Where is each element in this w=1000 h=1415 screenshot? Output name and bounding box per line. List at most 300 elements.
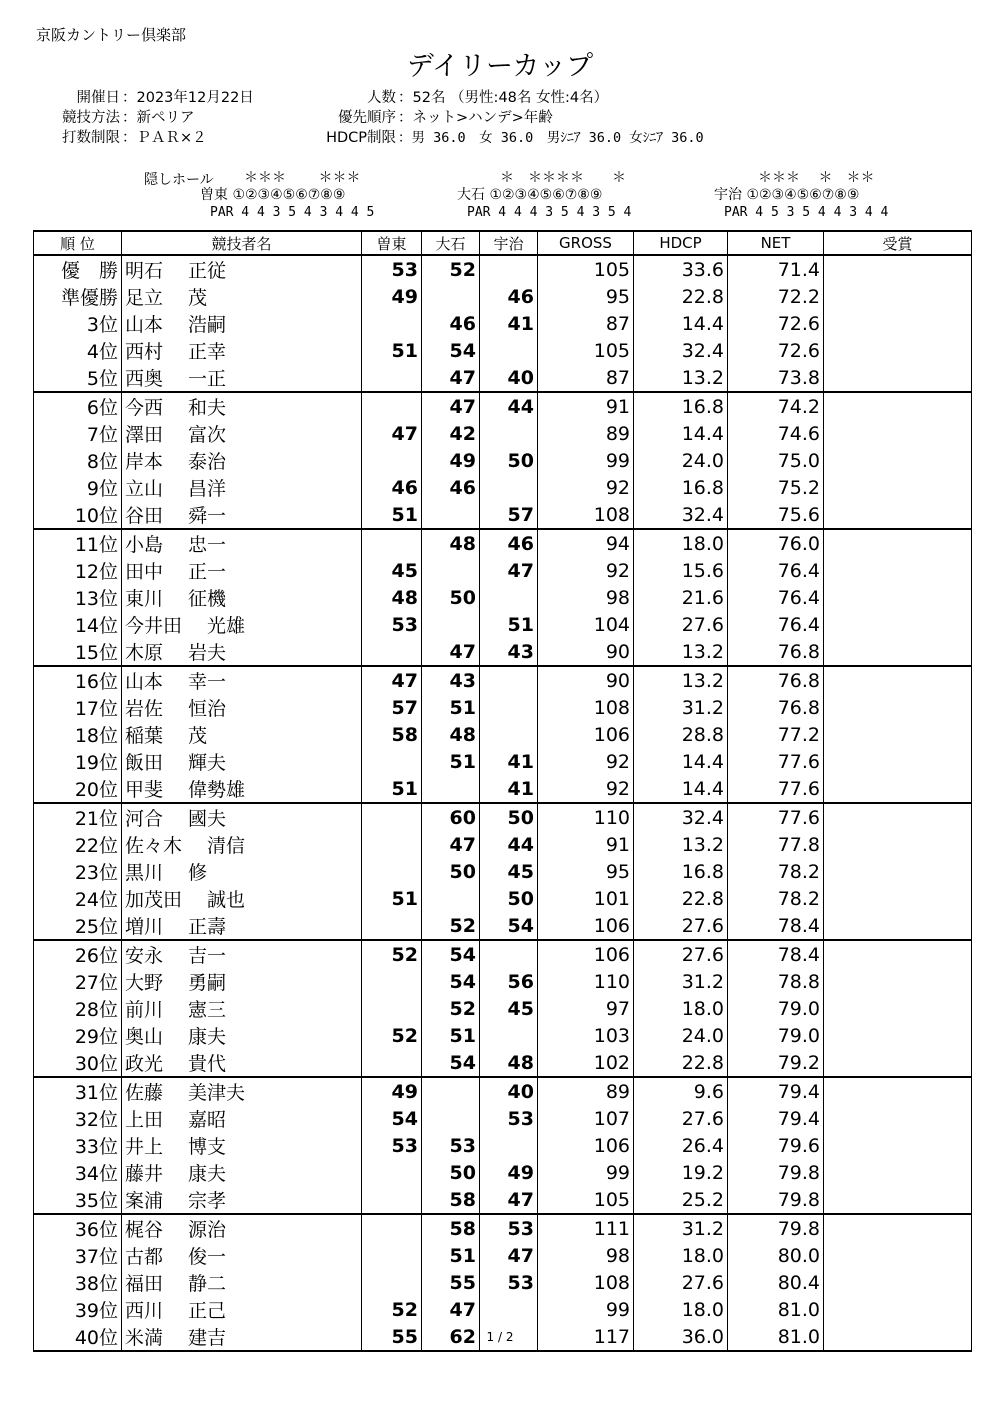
table-row <box>34 666 972 694</box>
player-name-cell: 立山 昌洋 <box>122 474 362 501</box>
soto-score-cell: 47 <box>362 420 422 447</box>
oishi-score-cell: 54 <box>422 337 480 364</box>
rank-cell: 20位 <box>34 775 122 803</box>
hdcp-cell: 27.6 <box>634 1105 728 1132</box>
gross-cell: 97 <box>538 995 634 1022</box>
oishi-score-cell: 62 <box>422 1323 480 1351</box>
gross-cell: 94 <box>538 529 634 557</box>
player-name-cell: 西奥 一正 <box>122 364 362 392</box>
hdcp-cell: 14.4 <box>634 775 728 803</box>
date-label: 開催日 <box>76 90 120 106</box>
gross-cell: 99 <box>538 1296 634 1323</box>
net-cell: 76.8 <box>728 694 824 721</box>
award-cell <box>824 995 972 1022</box>
player-name-cell: 山本 幸一 <box>122 666 362 694</box>
table-row <box>34 1159 972 1186</box>
oishi-score-cell: 60 <box>422 803 480 831</box>
oishi-score-cell: 51 <box>422 748 480 775</box>
col-gross: GROSS <box>538 231 634 255</box>
player-name-cell: 今井田 光雄 <box>122 611 362 638</box>
table-row <box>34 968 972 995</box>
oishi-score-cell: 52 <box>422 912 480 940</box>
table-row <box>34 885 972 912</box>
rank-cell: 14位 <box>34 611 122 638</box>
hdcp-cell: 27.6 <box>634 940 728 968</box>
gross-cell: 89 <box>538 420 634 447</box>
player-name-cell: 案浦 宗孝 <box>122 1186 362 1214</box>
award-cell <box>824 447 972 474</box>
award-cell <box>824 557 972 584</box>
gross-cell: 102 <box>538 1049 634 1077</box>
uji-score-cell: 48 <box>480 1049 538 1077</box>
award-cell <box>824 310 972 337</box>
hdcp-cell: 18.0 <box>634 1296 728 1323</box>
hdcp-cell: 22.8 <box>634 1049 728 1077</box>
soto-score-cell: 51 <box>362 501 422 529</box>
soto-score-cell: 48 <box>362 584 422 611</box>
net-cell: 76.4 <box>728 557 824 584</box>
player-name-cell: 梶谷 源治 <box>122 1214 362 1242</box>
col-player: 競技者名 <box>122 231 362 255</box>
rank-cell: 27位 <box>34 968 122 995</box>
rank-cell: 7位 <box>34 420 122 447</box>
hdcp-cell: 13.2 <box>634 666 728 694</box>
rank-cell: 13位 <box>34 584 122 611</box>
net-cell: 78.2 <box>728 885 824 912</box>
oishi-score-cell: 54 <box>422 940 480 968</box>
soto-score-cell: 52 <box>362 940 422 968</box>
gross-cell: 106 <box>538 1132 634 1159</box>
hdcp-cell: 24.0 <box>634 447 728 474</box>
net-cell: 73.8 <box>728 364 824 392</box>
player-name-cell: 黒川 修 <box>122 858 362 885</box>
uji-score-cell: 50 <box>480 803 538 831</box>
soto-score-cell <box>362 1186 422 1214</box>
hdcp-cell: 18.0 <box>634 995 728 1022</box>
oishi-score-cell: 54 <box>422 1049 480 1077</box>
uji-score-cell: 53 <box>480 1214 538 1242</box>
rank-cell: 23位 <box>34 858 122 885</box>
table-row <box>34 529 972 557</box>
oishi-score-cell: 52 <box>422 255 480 283</box>
oishi-score-cell: 51 <box>422 694 480 721</box>
uji-score-cell: 46 <box>480 283 538 310</box>
net-cell: 75.0 <box>728 447 824 474</box>
gross-cell: 106 <box>538 940 634 968</box>
oishi-score-cell <box>422 775 480 803</box>
player-name-cell: 増川 正壽 <box>122 912 362 940</box>
uji-score-cell <box>480 255 538 283</box>
player-name-cell: 米満 建吉 <box>122 1323 362 1351</box>
oishi-score-cell <box>422 283 480 310</box>
soto-score-cell: 53 <box>362 1132 422 1159</box>
uji-score-cell <box>480 420 538 447</box>
uji-score-cell: 41 <box>480 310 538 337</box>
rank-cell: 3位 <box>34 310 122 337</box>
net-cell: 77.6 <box>728 748 824 775</box>
page-title: デイリーカップ <box>406 51 594 82</box>
hdcp-cell: 24.0 <box>634 1022 728 1049</box>
hdcp-cell: 22.8 <box>634 283 728 310</box>
uji-score-cell: 51 <box>480 611 538 638</box>
award-cell <box>824 694 972 721</box>
soto-score-cell: 51 <box>362 885 422 912</box>
oishi-score-cell: 47 <box>422 831 480 858</box>
oishi-score-cell: 47 <box>422 364 480 392</box>
gross-cell: 108 <box>538 694 634 721</box>
soto-score-cell <box>362 831 422 858</box>
hdcp-value: ：男 36.0 女 36.0 男ｼﾆｱ 36.0 女ｼﾆｱ 36.0 <box>398 130 704 146</box>
rank-cell: 8位 <box>34 447 122 474</box>
soto-score-cell <box>362 803 422 831</box>
hdcp-cell: 13.2 <box>634 638 728 666</box>
gross-cell: 105 <box>538 1186 634 1214</box>
award-cell <box>824 748 972 775</box>
oishi-score-cell: 54 <box>422 968 480 995</box>
table-header-row <box>34 231 972 255</box>
rank-cell: 31位 <box>34 1077 122 1105</box>
oishi-score-cell: 43 <box>422 666 480 694</box>
hdcp-cell: 15.6 <box>634 557 728 584</box>
rank-cell: 4位 <box>34 337 122 364</box>
rank-cell: 11位 <box>34 529 122 557</box>
rank-cell: 40位 <box>34 1323 122 1351</box>
hdcp-cell: 18.0 <box>634 529 728 557</box>
oishi-score-cell: 46 <box>422 310 480 337</box>
soto-score-cell <box>362 364 422 392</box>
uji-score-cell: 44 <box>480 831 538 858</box>
gross-cell: 98 <box>538 584 634 611</box>
col-hdcp: HDCP <box>634 231 728 255</box>
player-name-cell: 加茂田 誠也 <box>122 885 362 912</box>
table-row <box>34 501 972 529</box>
oishi-score-cell: 53 <box>422 1132 480 1159</box>
uji-score-cell <box>480 721 538 748</box>
uji-score-cell: 40 <box>480 1077 538 1105</box>
table-row <box>34 1049 972 1077</box>
uji-score-cell: 45 <box>480 995 538 1022</box>
net-cell: 72.6 <box>728 310 824 337</box>
results-body <box>34 255 972 1351</box>
oishi-score-cell: 50 <box>422 584 480 611</box>
soto-score-cell <box>362 1214 422 1242</box>
gross-cell: 89 <box>538 1077 634 1105</box>
net-cell: 71.4 <box>728 255 824 283</box>
award-cell <box>824 337 972 364</box>
soto-score-cell <box>362 1159 422 1186</box>
soto-score-cell <box>362 912 422 940</box>
oishi-score-cell: 51 <box>422 1022 480 1049</box>
player-name-cell: 岸本 泰治 <box>122 447 362 474</box>
uji-score-cell <box>480 1132 538 1159</box>
rank-cell: 29位 <box>34 1022 122 1049</box>
oishi-score-cell: 49 <box>422 447 480 474</box>
gross-cell: 91 <box>538 392 634 420</box>
oishi-score-cell: 48 <box>422 721 480 748</box>
soto-score-cell: 49 <box>362 1077 422 1105</box>
table-row <box>34 858 972 885</box>
table-row <box>34 1132 972 1159</box>
table-row <box>34 611 972 638</box>
uji-score-cell: 53 <box>480 1269 538 1296</box>
club-name: 京阪カントリー倶楽部 <box>36 26 187 44</box>
rank-cell: 34位 <box>34 1159 122 1186</box>
limit-label: 打数制限 <box>62 130 120 146</box>
rank-cell: 17位 <box>34 694 122 721</box>
player-name-cell: 稲葉 茂 <box>122 721 362 748</box>
soto-score-cell <box>362 1269 422 1296</box>
net-cell: 75.6 <box>728 501 824 529</box>
uji-score-cell: 50 <box>480 885 538 912</box>
award-cell <box>824 968 972 995</box>
hdcp-cell: 36.0 <box>634 1323 728 1351</box>
net-cell: 76.4 <box>728 584 824 611</box>
rank-cell: 10位 <box>34 501 122 529</box>
hdcp-cell: 19.2 <box>634 1159 728 1186</box>
net-cell: 72.6 <box>728 337 824 364</box>
hdcp-cell: 32.4 <box>634 337 728 364</box>
oishi-score-cell: 50 <box>422 858 480 885</box>
player-name-cell: 飯田 輝夫 <box>122 748 362 775</box>
hdcp-cell: 14.4 <box>634 420 728 447</box>
oishi-score-cell <box>422 1105 480 1132</box>
rank-cell: 優 勝 <box>34 255 122 283</box>
gross-cell: 108 <box>538 501 634 529</box>
award-cell <box>824 1269 972 1296</box>
rank-cell: 6位 <box>34 392 122 420</box>
rank-cell: 準優勝 <box>34 283 122 310</box>
course-holes-oishi: 大石 ①②③④⑤⑥⑦⑧⑨ <box>457 187 603 203</box>
soto-score-cell <box>362 995 422 1022</box>
player-name-cell: 田中 正一 <box>122 557 362 584</box>
net-cell: 77.2 <box>728 721 824 748</box>
gross-cell: 92 <box>538 474 634 501</box>
table-row <box>34 420 972 447</box>
soto-score-cell: 52 <box>362 1296 422 1323</box>
uji-score-cell <box>480 666 538 694</box>
net-cell: 72.2 <box>728 283 824 310</box>
player-name-cell: 佐藤 美津夫 <box>122 1077 362 1105</box>
net-cell: 77.8 <box>728 831 824 858</box>
net-cell: 78.4 <box>728 940 824 968</box>
soto-score-cell <box>362 748 422 775</box>
player-name-cell: 澤田 富次 <box>122 420 362 447</box>
soto-score-cell: 53 <box>362 611 422 638</box>
rank-cell: 9位 <box>34 474 122 501</box>
net-cell: 76.8 <box>728 638 824 666</box>
award-cell <box>824 803 972 831</box>
gross-cell: 90 <box>538 666 634 694</box>
uji-score-cell: 49 <box>480 1159 538 1186</box>
col-soto: 曽東 <box>362 231 422 255</box>
player-name-cell: 東川 征機 <box>122 584 362 611</box>
gross-cell: 104 <box>538 611 634 638</box>
gross-cell: 106 <box>538 721 634 748</box>
table-row <box>34 584 972 611</box>
gross-cell: 95 <box>538 858 634 885</box>
hdcp-cell: 16.8 <box>634 392 728 420</box>
gross-cell: 103 <box>538 1022 634 1049</box>
hdcp-cell: 28.8 <box>634 721 728 748</box>
table-row <box>34 1269 972 1296</box>
hdcp-cell: 14.4 <box>634 748 728 775</box>
table-row <box>34 337 972 364</box>
oishi-score-cell: 42 <box>422 420 480 447</box>
soto-score-cell: 52 <box>362 1022 422 1049</box>
net-cell: 81.0 <box>728 1323 824 1351</box>
award-cell <box>824 1214 972 1242</box>
uji-score-cell: 56 <box>480 968 538 995</box>
hdcp-cell: 16.8 <box>634 474 728 501</box>
player-name-cell: 今西 和夫 <box>122 392 362 420</box>
award-cell <box>824 666 972 694</box>
gross-cell: 108 <box>538 1269 634 1296</box>
award-cell <box>824 364 972 392</box>
player-name-cell: 西村 正幸 <box>122 337 362 364</box>
net-cell: 81.0 <box>728 1296 824 1323</box>
uji-score-cell: 47 <box>480 1242 538 1269</box>
table-row <box>34 392 972 420</box>
oishi-score-cell <box>422 1077 480 1105</box>
method-label: 競技方法 <box>62 110 120 126</box>
player-name-cell: 明石 正従 <box>122 255 362 283</box>
soto-score-cell: 51 <box>362 775 422 803</box>
hdcp-cell: 25.2 <box>634 1186 728 1214</box>
rank-cell: 39位 <box>34 1296 122 1323</box>
hdcp-cell: 14.4 <box>634 310 728 337</box>
net-cell: 80.4 <box>728 1269 824 1296</box>
hdcp-cell: 32.4 <box>634 501 728 529</box>
gross-cell: 87 <box>538 364 634 392</box>
rank-cell: 30位 <box>34 1049 122 1077</box>
rank-cell: 5位 <box>34 364 122 392</box>
player-name-cell: 岩佐 恒治 <box>122 694 362 721</box>
uji-score-cell: 44 <box>480 392 538 420</box>
hdcp-cell: 16.8 <box>634 858 728 885</box>
uji-score-cell <box>480 694 538 721</box>
oishi-score-cell: 51 <box>422 1242 480 1269</box>
award-cell <box>824 1049 972 1077</box>
course-par-oishi: PAR 4 4 4 3 5 4 3 5 4 <box>467 205 632 220</box>
net-cell: 79.4 <box>728 1077 824 1105</box>
uji-score-cell: 47 <box>480 557 538 584</box>
net-cell: 80.0 <box>728 1242 824 1269</box>
player-name-cell: 政光 貴代 <box>122 1049 362 1077</box>
rank-cell: 38位 <box>34 1269 122 1296</box>
table-row <box>34 310 972 337</box>
hidden-stars-uji: ＊＊＊ ＊ ＊＊ <box>758 170 875 186</box>
gross-cell: 92 <box>538 775 634 803</box>
award-cell <box>824 611 972 638</box>
uji-score-cell: 41 <box>480 748 538 775</box>
gross-cell: 110 <box>538 803 634 831</box>
award-cell <box>824 912 972 940</box>
player-name-cell: 福田 静二 <box>122 1269 362 1296</box>
soto-score-cell: 53 <box>362 255 422 283</box>
uji-score-cell: 46 <box>480 529 538 557</box>
soto-score-cell <box>362 447 422 474</box>
course-par-uji: PAR 4 5 3 5 4 4 3 4 4 <box>724 205 889 220</box>
oishi-score-cell: 47 <box>422 638 480 666</box>
player-name-cell: 河合 國夫 <box>122 803 362 831</box>
award-cell <box>824 1159 972 1186</box>
table-row <box>34 638 972 666</box>
gross-cell: 106 <box>538 912 634 940</box>
player-name-cell: 谷田 舜一 <box>122 501 362 529</box>
count-value: ：52名 （男性:48名 女性:4名） <box>398 90 609 106</box>
uji-score-cell: 53 <box>480 1105 538 1132</box>
net-cell: 78.8 <box>728 968 824 995</box>
rank-cell: 22位 <box>34 831 122 858</box>
gross-cell: 95 <box>538 283 634 310</box>
gross-cell: 107 <box>538 1105 634 1132</box>
oishi-score-cell: 47 <box>422 392 480 420</box>
hidden-stars-oishi: ＊ ＊＊＊＊ ＊ <box>500 170 626 186</box>
award-cell <box>824 775 972 803</box>
table-row <box>34 694 972 721</box>
gross-cell: 110 <box>538 968 634 995</box>
award-cell <box>824 885 972 912</box>
rank-cell: 28位 <box>34 995 122 1022</box>
oishi-score-cell <box>422 885 480 912</box>
oishi-score-cell <box>422 501 480 529</box>
rank-cell: 24位 <box>34 885 122 912</box>
oishi-score-cell: 55 <box>422 1269 480 1296</box>
hidden-stars-soto: ＊＊＊ ＊＊＊ <box>244 170 361 186</box>
award-cell <box>824 1022 972 1049</box>
net-cell: 74.6 <box>728 420 824 447</box>
uji-score-cell: 43 <box>480 638 538 666</box>
table-row <box>34 447 972 474</box>
net-cell: 79.8 <box>728 1159 824 1186</box>
award-cell <box>824 1186 972 1214</box>
soto-score-cell: 45 <box>362 557 422 584</box>
oishi-score-cell: 46 <box>422 474 480 501</box>
rank-cell: 19位 <box>34 748 122 775</box>
rank-cell: 21位 <box>34 803 122 831</box>
table-row <box>34 721 972 748</box>
award-cell <box>824 392 972 420</box>
gross-cell: 90 <box>538 638 634 666</box>
hdcp-cell: 13.2 <box>634 831 728 858</box>
table-row <box>34 283 972 310</box>
hdcp-cell: 13.2 <box>634 364 728 392</box>
soto-score-cell: 58 <box>362 721 422 748</box>
award-cell <box>824 1105 972 1132</box>
uji-score-cell <box>480 337 538 364</box>
rank-cell: 12位 <box>34 557 122 584</box>
table-row <box>34 1077 972 1105</box>
method-value: ：新ペリア <box>122 110 195 126</box>
rank-cell: 18位 <box>34 721 122 748</box>
col-oishi: 大石 <box>422 231 480 255</box>
net-cell: 78.2 <box>728 858 824 885</box>
soto-score-cell: 46 <box>362 474 422 501</box>
award-cell <box>824 638 972 666</box>
soto-score-cell <box>362 1242 422 1269</box>
player-name-cell: 安永 吉一 <box>122 940 362 968</box>
table-row <box>34 364 972 392</box>
oishi-score-cell <box>422 611 480 638</box>
soto-score-cell: 55 <box>362 1323 422 1351</box>
course-holes-soto: 曽東 ①②③④⑤⑥⑦⑧⑨ <box>200 187 346 203</box>
net-cell: 76.0 <box>728 529 824 557</box>
oishi-score-cell: 58 <box>422 1214 480 1242</box>
net-cell: 79.4 <box>728 1105 824 1132</box>
net-cell: 77.6 <box>728 803 824 831</box>
limit-value: ：ＰＡＲ×２ <box>122 130 207 146</box>
player-name-cell: 佐々木 清信 <box>122 831 362 858</box>
